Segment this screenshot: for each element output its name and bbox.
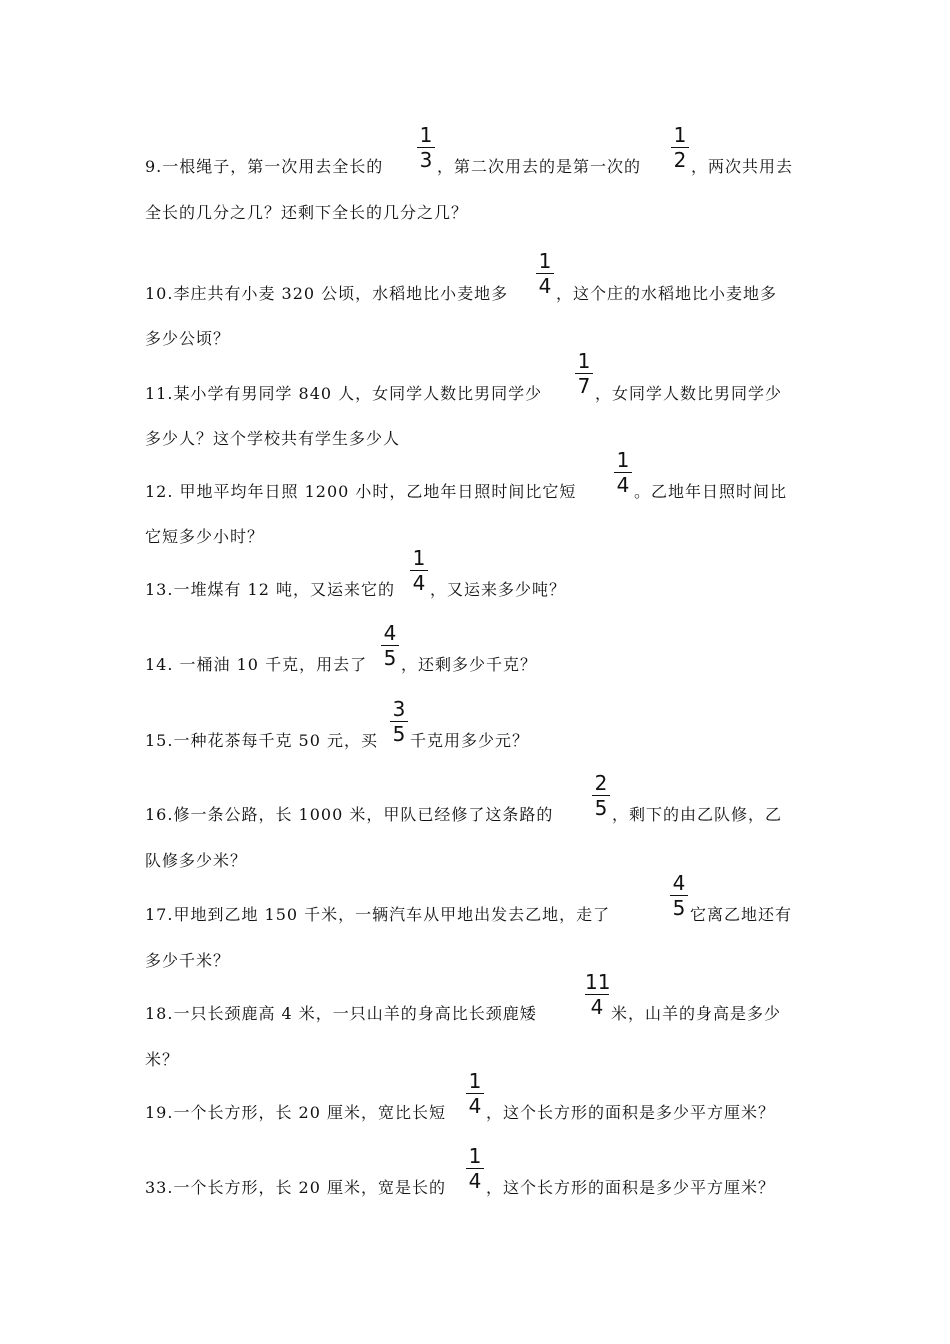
problem-12-line-1b (634, 482, 787, 502)
problem-text: 11.某小学有男同学 840 人，女同学人数比男同学少 (145, 384, 543, 403)
problem-19-line-1 (145, 1103, 446, 1123)
fraction-denominator: 5 (672, 896, 686, 920)
problem-10-line-1 (145, 284, 508, 304)
problem-text: 多少公顷？ (145, 329, 231, 348)
fraction-1-4 (536, 250, 554, 297)
fraction-numerator: 1 (412, 546, 426, 570)
problem-text: ，又运来多少吨？ (430, 580, 567, 599)
problem-text: 多少千米？ (145, 951, 231, 970)
problem-13-line-1 (145, 580, 395, 600)
problem-17-line-1 (145, 905, 610, 925)
problem-text: 14. 一桶油 10 千克，用去了 (145, 655, 368, 674)
fraction-numerator: 4 (383, 621, 397, 645)
problem-17-line-1b (690, 905, 792, 925)
fraction-4-5 (381, 622, 399, 669)
problem-19-line-1b (486, 1103, 775, 1123)
problem-33-line-1b (486, 1178, 775, 1198)
problem-text: 。乙地年日照时间比 (634, 482, 788, 501)
fraction-denominator: 5 (594, 796, 608, 820)
fraction-numerator: 1 (673, 123, 687, 147)
problem-10-line-1b (556, 284, 777, 304)
problem-16-line-1 (145, 805, 553, 825)
fraction-numerator: 1 (468, 1144, 482, 1168)
fraction-denominator: 7 (577, 374, 591, 398)
problem-text: 全长的几分之几？还剩下全长的几分之几？ (145, 203, 469, 222)
problem-text: 17.甲地到乙地 150 千米，一辆汽车从甲地出发去乙地，走了 (145, 905, 611, 924)
problem-text: ，这个长方形的面积是多少平方厘米？ (486, 1103, 776, 1122)
problem-33-line-1 (145, 1178, 446, 1198)
problem-17-line-2 (145, 951, 230, 971)
problem-text: 千克用多少元？ (410, 731, 530, 750)
problem-text: 它短多少小时？ (145, 527, 265, 546)
problem-text: ，剩下的由乙队修，乙 (612, 805, 783, 824)
fraction-numerator: 11 (585, 970, 611, 994)
problem-text: ，这个长方形的面积是多少平方厘米？ (486, 1178, 776, 1197)
problem-text: 米，山羊的身高是多少 (611, 1004, 782, 1023)
fraction-1-7 (575, 350, 593, 397)
problem-14-line-1b (401, 655, 537, 675)
fraction-2-5 (592, 772, 610, 819)
problem-15-line-1 (145, 731, 378, 751)
fraction-1-4 (614, 449, 632, 496)
problem-13-line-1b (430, 580, 566, 600)
problem-18-line-1 (145, 1004, 537, 1024)
fraction-1-2 (671, 124, 689, 171)
problem-text: ，第二次用去的是第一次的 (437, 157, 642, 176)
problem-16-line-2 (145, 851, 247, 871)
fraction-3-5 (390, 698, 408, 745)
fraction-numerator: 1 (419, 123, 433, 147)
fraction-11-4 (585, 971, 609, 1018)
fraction-1-4 (410, 547, 428, 594)
problem-10-line-2 (145, 329, 230, 349)
problem-18-line-1b (611, 1004, 781, 1024)
problem-text: 多少人？这个学校共有学生多少人 (145, 429, 401, 448)
fraction-denominator: 4 (468, 1169, 482, 1193)
fraction-denominator: 4 (616, 473, 630, 497)
problem-12-line-2 (145, 527, 264, 547)
fraction-numerator: 2 (594, 771, 608, 795)
fraction-denominator: 2 (673, 148, 687, 172)
problem-11-line-1 (145, 384, 542, 404)
fraction-denominator: 4 (538, 274, 552, 298)
problem-18-line-2 (145, 1050, 179, 1070)
problem-text: ，还剩多少千克？ (401, 655, 538, 674)
problem-text: 10.李庄共有小麦 320 公顷，水稻地比小麦地多 (145, 284, 509, 303)
problem-text: 33.一个长方形，长 20 厘米，宽是长的 (145, 1178, 446, 1197)
fraction-1-3 (417, 124, 435, 171)
problem-text: ，这个庄的水稻地比小麦地多 (556, 284, 778, 303)
problem-text: 15.一种花茶每千克 50 元，买 (145, 731, 378, 750)
problem-text: 18.一只长颈鹿高 4 米，一只山羊的身高比长颈鹿矮 (145, 1004, 537, 1023)
problem-text: 队修多少米？ (145, 851, 248, 870)
fraction-denominator: 4 (468, 1094, 482, 1118)
problem-9-line-2 (145, 203, 468, 223)
fraction-numerator: 1 (616, 448, 630, 472)
fraction-numerator: 4 (672, 871, 686, 895)
problem-11-line-2 (145, 429, 400, 449)
fraction-denominator: 4 (590, 995, 604, 1019)
fraction-numerator: 3 (392, 697, 406, 721)
problem-9-line-1 (145, 157, 383, 177)
fraction-denominator: 4 (412, 571, 426, 595)
problem-15-line-1b (410, 731, 529, 751)
fraction-1-4 (466, 1145, 484, 1192)
fraction-4-5 (670, 872, 688, 919)
problem-text: 12. 甲地平均年日照 1200 小时，乙地年日照时间比它短 (145, 482, 577, 501)
problem-11-line-1b (595, 384, 782, 404)
fraction-denominator: 3 (419, 148, 433, 172)
problem-12-line-1 (145, 482, 576, 502)
problem-9-line-1b (437, 157, 641, 177)
problem-9-line-1c (691, 157, 793, 177)
fraction-1-4 (466, 1070, 484, 1117)
problem-16-line-1b (612, 805, 782, 825)
problem-text: 9.一根绳子，第一次用去全长的 (145, 157, 384, 176)
problem-text: 19.一个长方形，长 20 厘米，宽比长短 (145, 1103, 446, 1122)
fraction-denominator: 5 (383, 646, 397, 670)
fraction-numerator: 1 (538, 249, 552, 273)
fraction-numerator: 1 (577, 349, 591, 373)
fraction-denominator: 5 (392, 722, 406, 746)
problem-text: ，女同学人数比男同学少 (595, 384, 783, 403)
problem-text: 米？ (145, 1050, 180, 1069)
problem-text: 16.修一条公路，长 1000 米，甲队已经修了这条路的 (145, 805, 554, 824)
problem-text: ，两次共用去 (691, 157, 794, 176)
problem-14-line-1 (145, 655, 367, 675)
problem-text: 13.一堆煤有 12 吨，又运来它的 (145, 580, 395, 599)
fraction-numerator: 1 (468, 1069, 482, 1093)
problem-text: 它离乙地还有 (690, 905, 793, 924)
